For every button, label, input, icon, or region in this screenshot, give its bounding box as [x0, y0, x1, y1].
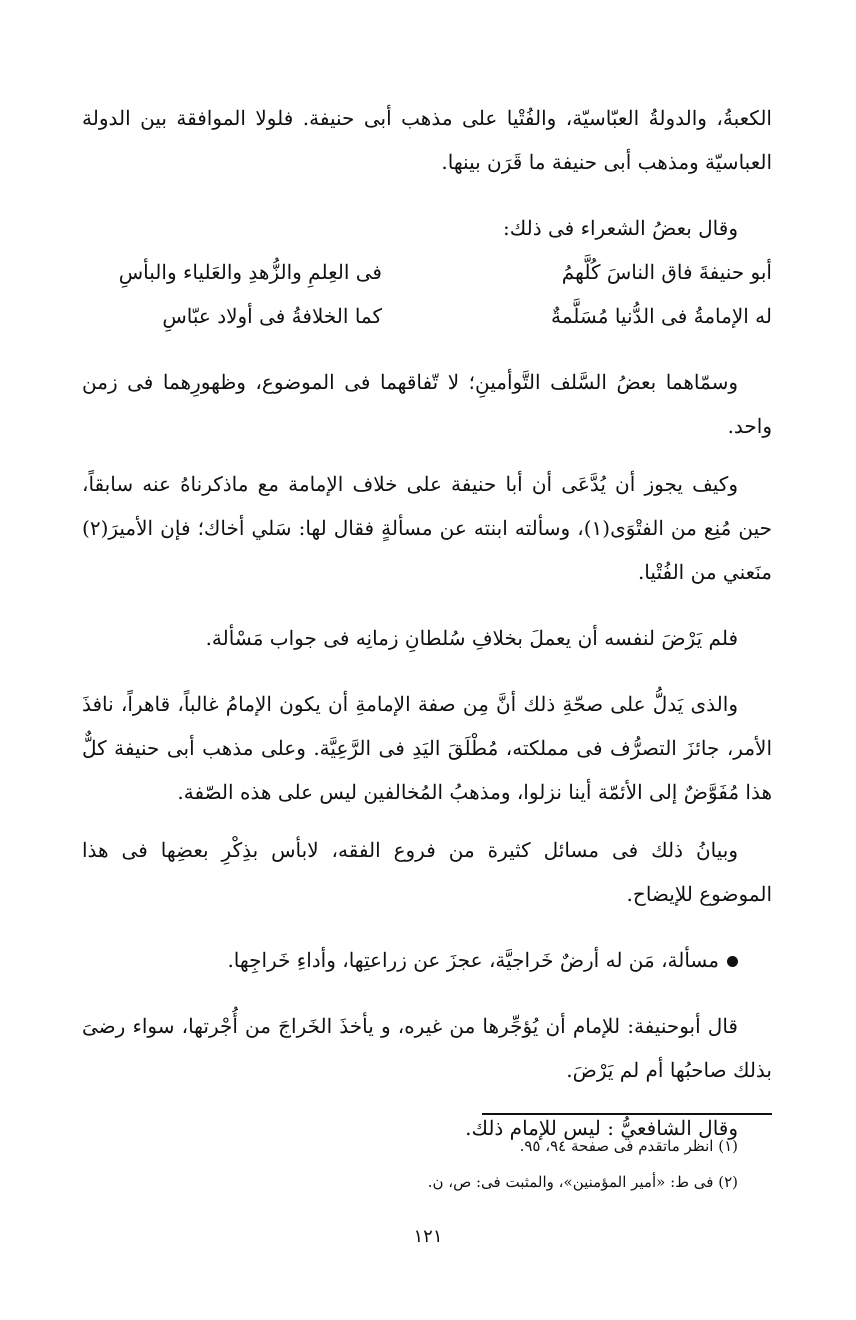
verse-line-1 [82, 250, 772, 294]
paragraph-imamate: والذى يَدلُّ على صحّةِ ذلك أنَّ مِن صفة الإمامةِ أن يكون الإمامُ غالباً، قاهراً، نافذَ الأمر، جائزَ التصرُّف فى مملكته، مُطْلَقَ اليَدِ فى الرَّعِيَّة. وعلى مذهب أبى حنيفة كلٌّ هذا مُفَوَّضٌ إلى الأئمّة أينا نزلوا، ومذهبُ المُخالفين ليس على هذه الصّفة. [82, 692, 772, 804]
paragraph-kaaba: الكعبةُ، والدولةُ العبّاسيّة، والفُتْيا على مذهب أبى حنيفة. فلولا الموافقة بين الدولة العباسيّة ومذهب أبى حنيفة ما قَرَن بينها. [82, 106, 772, 174]
verse-intro: وقال بعضُ الشعراء فى ذلك: [503, 216, 738, 240]
verse-1-second-hemistich: فى العِلمِ والزُّهدِ والعَلياء والبأسِ [118, 260, 382, 284]
verse-line-2 [82, 294, 772, 338]
footnotes [82, 1128, 772, 1200]
paragraph-fatwa: وكيف يجوز أن يُدَّعَى أن أبا حنيفة على خلاف الإمامة مع ماذكرناهُ عنه سابقاً، حين مُنِع من الفتْوَى(١)، وسألته ابنته عن مسألةٍ فقال لها: سَلي أخاك؛ فإن الأميرَ(٢) منَعني من الفُتْيا. [82, 472, 772, 584]
main-text [82, 96, 772, 1150]
bullet-text: مسألة، مَن له أرضٌ خَراجيَّة، عجزَ عن زراعتِها، وأداءِ خَراجِها. [227, 948, 719, 972]
paragraph-shafii: وقال الشافعيُّ : ليس للإمام ذلك. [465, 1116, 738, 1140]
bullet-issue [82, 938, 772, 982]
verse-2-second-hemistich: كما الخلافةُ فى أولاد عبّاسِ [162, 304, 382, 328]
footnote-divider [482, 1113, 772, 1115]
paragraph-issues: وبيانُ ذلك فى مسائل كثيرة من فروع الفقه، لابأس بذِكْرِ بعضِها فى هذا الموضوع للإيضاح. [82, 838, 772, 906]
footnote-2: (٢) فى ط: «أمير المؤمنين»، والمثبت فى: ص، ن. [427, 1173, 738, 1191]
verse-2-first-hemistich: له الإمامةُ فى الدُّنيا مُسَلَّمةٌ [551, 304, 772, 328]
verse-1-first-hemistich: أبو حنيفةَ فاق الناسَ كُلَّهمُ [561, 260, 772, 284]
paragraph-twins: وسمّاهما بعضُ السَّلف التَّوأمينِ؛ لا تّفاقهما فى الموضوع، وظهورِهما فى زمن واحد. [82, 370, 772, 438]
paragraph-sultan: فلم يَرْضَ لنفسه أن يعملَ بخلافِ سُلطانِ زمانِه فى جواب مَسْألة. [205, 626, 738, 650]
page-number: ١٢١ [413, 1226, 443, 1247]
paragraph-abu-hanifa: قال أبوحنيفة: للإمام أن يُؤجِّرها من غيره، و يأخذَ الخَراجَ من أُجْرتها، سواء رضىَ بذلك صاحبُها أم لم يَرْضَ. [82, 1014, 772, 1082]
footnote-1: (١) انظر ماتقدم فى صفحة ٩٤، ٩٥. [519, 1137, 738, 1155]
bullet-icon [727, 956, 738, 967]
